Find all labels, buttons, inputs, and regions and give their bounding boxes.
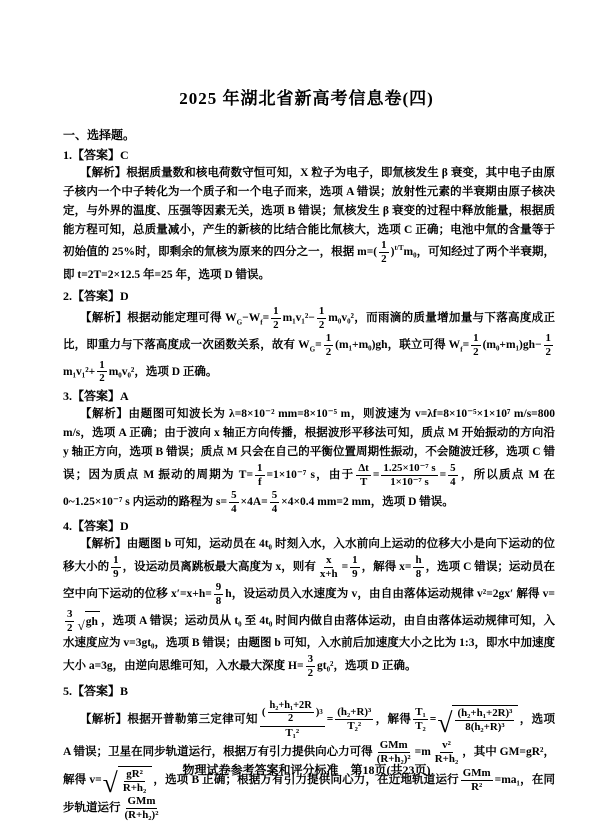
text-run: R+h₂ — [122, 782, 147, 795]
text-run: ，选项 B 正确；根据万有引力提供向心力，在近地轨道运行 — [153, 774, 459, 787]
text-run: ，选项 A 错误；运动员从 t₀ 至 4t₀ 时间内做自由落体运动，由自由落体运动规律可知，入水速度应为 v=3gt₀，选项 B 错误；由题图 b 可知，入水前后加速度大小之比为 1:3，即水中加速度大小 a=3g，由逆向思维可知，入水最大深度 H= — [63, 614, 555, 673]
fraction-numerator — [317, 305, 326, 319]
text-run: Δt — [358, 461, 369, 474]
text-run: (R+h₂)² — [124, 808, 159, 821]
text-run: 1 — [318, 305, 325, 318]
fraction-denominator — [270, 503, 279, 516]
answer-label: 【答案】 — [72, 684, 121, 699]
text-run: 9 — [113, 568, 119, 581]
fraction — [448, 462, 457, 489]
text-run: 9 — [352, 568, 358, 581]
answer-value: D — [120, 289, 129, 304]
text-run: 3 — [307, 653, 314, 666]
text-run: 3 — [67, 607, 73, 620]
superscript: t/T — [394, 244, 404, 253]
subscript: f — [260, 318, 263, 327]
answer-value: A — [120, 389, 129, 404]
fraction-numerator — [268, 700, 314, 713]
text-run: x — [326, 554, 332, 567]
subscript: f — [460, 345, 463, 354]
text-run: = — [439, 468, 447, 481]
text-run: f — [257, 475, 262, 488]
text-run: 2 — [381, 253, 387, 266]
fraction — [455, 707, 514, 734]
fraction — [268, 700, 314, 725]
text-run: m₀v₀²，而雨滴的质量增加量与下落高度成正比，即重力与下落高度成一次函数关系，故有 W — [63, 312, 556, 351]
fraction-numerator — [413, 706, 428, 720]
text-run: ，所以质点 M 在 0~1.25×10⁻⁷ s 内运动的路程为 s= — [63, 468, 556, 508]
fraction-numerator — [271, 305, 280, 319]
text-run: 8 — [415, 568, 422, 581]
text-run: T₂ — [415, 720, 426, 733]
text-run: GMm — [462, 767, 491, 780]
fraction-numerator — [378, 739, 410, 753]
text-run: = — [462, 338, 470, 351]
fraction — [123, 795, 161, 822]
text-run: T₂² — [347, 720, 362, 733]
text-run: 【解析】由题图 b 可知，运动员在 4t₀ 时刻入水，入水前向上运动的位移大小是向下运动的位移大小的 — [63, 538, 555, 574]
text-run: R+h₂ — [434, 753, 459, 766]
text-run: GMm — [127, 794, 156, 807]
text-run: 1 — [257, 461, 263, 474]
fraction-numerator — [111, 554, 120, 568]
text-run: T₁ — [415, 706, 426, 719]
fraction-denominator — [214, 595, 223, 608]
radical-sign-icon: √ — [102, 767, 118, 799]
fraction — [335, 706, 373, 733]
text-run: h — [415, 554, 422, 567]
fraction-denominator — [388, 476, 431, 489]
fraction-denominator — [324, 346, 333, 359]
text-run: 4 — [231, 502, 237, 515]
fraction-denominator — [345, 720, 363, 733]
radicand — [452, 705, 518, 734]
question-explanation — [63, 305, 555, 385]
text-run: 4 — [271, 502, 278, 515]
fraction-denominator — [358, 476, 369, 489]
text-run: gR² — [126, 768, 143, 781]
question-block — [63, 682, 555, 822]
text-run: 【解析】根据开普勒第三定律可知 — [80, 713, 258, 726]
fraction — [413, 706, 428, 733]
text-run: 8 — [215, 594, 222, 607]
text-run: (R+h₂)² — [376, 753, 411, 766]
text-run: ，选项 A 错误；卫星在同步轨道运行，根据万有引力提供向心力可得 — [63, 713, 556, 759]
text-run: h₂+h₁+2R — [269, 700, 312, 712]
question-explanation — [63, 535, 555, 680]
question-number: 3. — [63, 389, 72, 404]
fraction — [381, 462, 437, 489]
text-run: ×4×0.4 mm=2 mm，选项 D 错误。 — [281, 495, 454, 508]
fraction-numerator — [65, 608, 74, 622]
page-content — [0, 109, 613, 822]
fraction-numerator — [440, 739, 453, 753]
text-run: gh — [85, 615, 98, 628]
text-run: 2 — [318, 318, 325, 331]
page-footer: 物理试卷参考答案和评分标准 第18页(共23页) — [182, 763, 431, 777]
text-run: 1 — [545, 331, 551, 344]
text-run: v² — [442, 739, 451, 752]
fraction-denominator — [121, 782, 148, 795]
question-block — [63, 287, 555, 385]
text-run: ) — [390, 246, 395, 259]
fraction-numerator: ( $\frac{\text{h₂+h₁+2R}}{2}$ ) 3 — [260, 700, 325, 726]
text-run: x+h — [319, 568, 338, 581]
radical-sign-icon: √ — [437, 706, 453, 738]
fraction-denominator — [469, 781, 484, 794]
text-run: 5 — [271, 488, 278, 501]
text-run: = — [372, 468, 380, 481]
answer-label: 【答案】 — [72, 519, 121, 534]
fraction-denominator — [229, 503, 238, 516]
fraction — [260, 700, 325, 739]
text-run: 5 — [231, 488, 237, 501]
answer-value: D — [120, 519, 129, 534]
answer-value: C — [120, 148, 129, 162]
text-run: = — [326, 713, 334, 726]
text-run: m₁v₁²− — [282, 312, 315, 325]
text-run: ，其中 GM=gR²，解得 v= — [63, 746, 555, 787]
fraction — [306, 653, 315, 680]
text-run: 1 — [273, 305, 279, 318]
fraction-numerator — [350, 554, 359, 568]
fraction-numerator — [126, 795, 158, 809]
question-answer-line — [63, 387, 555, 405]
fraction-numerator — [324, 332, 333, 346]
fraction-denominator — [413, 720, 428, 733]
text-run: 1 — [113, 554, 119, 567]
text-run: gt₀²，选项 D 正确。 — [317, 660, 417, 673]
text-run: GMm — [379, 739, 408, 752]
question-block — [63, 146, 555, 285]
radicand — [85, 611, 100, 632]
question-number: 1. — [63, 148, 72, 162]
text-run: 1 — [352, 554, 358, 567]
question-block — [63, 517, 555, 680]
text-run: 1.25×10⁻⁷ s — [383, 461, 436, 474]
question-answer-line — [63, 146, 555, 164]
text-run: ( — [261, 706, 266, 719]
text-run: (m₁+m₀)gh，联立可得 W — [335, 338, 461, 351]
text-run: m₀，可知经过了两个半衰期，即 t=2T=2×12.5 年=25 年，选项 D 错误。 — [63, 246, 555, 282]
fraction-denominator — [471, 346, 480, 359]
fraction-numerator — [471, 332, 480, 346]
question-explanation — [63, 405, 555, 515]
question-explanation — [63, 164, 555, 285]
text-run: ，解得 — [375, 713, 412, 726]
fraction-numerator — [255, 462, 264, 476]
fraction-denominator — [379, 253, 388, 266]
question-number: 2. — [63, 289, 72, 304]
text-run: 8(h₂+R)³ — [465, 721, 505, 734]
text-run: 1 — [473, 331, 479, 344]
fraction-denominator — [350, 568, 359, 581]
text-run: 2 — [473, 345, 479, 358]
text-run: −W — [242, 312, 261, 325]
fraction-denominator — [123, 809, 161, 822]
text-run: 2 — [67, 621, 73, 634]
text-run: = — [262, 312, 270, 325]
fraction-denominator — [414, 568, 423, 581]
sqrt-expression — [77, 611, 99, 632]
text-run: =1×10⁻⁷ s，由于 — [266, 468, 355, 481]
text-run: 9 — [215, 580, 222, 593]
fraction — [324, 332, 333, 359]
question-number: 5. — [63, 684, 72, 699]
text-run: 1×10⁻⁷ s — [390, 475, 429, 488]
fraction — [471, 332, 480, 359]
text-run: R² — [471, 781, 483, 794]
text-run: =m — [414, 746, 431, 759]
fraction — [97, 359, 106, 386]
fraction-numerator — [229, 489, 238, 503]
text-run: (m₀+m₁)gh− — [482, 338, 542, 351]
question-block — [63, 387, 555, 515]
fraction-numerator — [97, 359, 106, 373]
fraction-denominator — [256, 476, 264, 489]
question-answer-line — [63, 682, 555, 700]
text-run: m₀v₀²，选项 D 正确。 — [108, 365, 218, 378]
section-heading: 一、选择题。 — [63, 128, 136, 142]
fraction — [255, 462, 264, 489]
text-run: 【解析】根据动能定理可得 W — [80, 312, 237, 325]
sqrt-expression — [437, 705, 518, 738]
fraction-denominator — [65, 622, 74, 635]
fraction-denominator — [111, 568, 120, 581]
text-run: ) — [315, 706, 320, 719]
question-answer-line — [63, 287, 555, 305]
fraction — [270, 489, 279, 516]
text-run: 5 — [450, 461, 456, 474]
fraction-denominator — [306, 667, 315, 680]
fraction — [214, 581, 223, 608]
text-run: h，设运动员入水速度为 v，由自由落体运动规律 v²=2gx′ 解得 v= — [225, 588, 555, 600]
text-run: 1 — [99, 358, 105, 371]
fraction-numerator — [544, 332, 553, 346]
question-number: 4. — [63, 519, 72, 534]
text-run: = — [315, 338, 322, 351]
fraction — [65, 608, 74, 635]
fraction-denominator — [283, 727, 301, 740]
questions-list — [63, 146, 555, 822]
text-run: 2 — [288, 713, 294, 725]
fraction-numerator — [381, 462, 437, 476]
fraction — [318, 554, 340, 581]
answer-label: 【答案】 — [72, 289, 121, 304]
text-run: 【解析】由题图可知波长为 λ=8×10⁻² mm=8×10⁻⁵ m，则波速为 v=λf=8×10⁻⁵×1×10⁷ m/s=800 m/s，选项 A 正确；由于波向 x 轴正方向传播，根据波形平移法可知，质点 M 开始振动的方向沿 y 轴正方向，选项 B 错误；质点 M 只会在自己的平衡位置周期性振动，不会随波迁移，选项 C 错误；因为质点 M 振动的周期为 T= — [63, 408, 555, 481]
text-run: = — [429, 713, 437, 726]
text-run: 【解析】根据质量数和核电荷数守恒可知，X 粒子为电子，即氚核发生 β 衰变，其中电子由原子核内一个中子转化为一个质子和一个电子而来，选项 A 错误；放射性元素的半衰期由原子核决定，与外界的温度、压强等因素无关，选项 B 错误；氚核发生 β 衰变的过程中释放能量，根据质能方程可知，总质量减小，产生的新核的比结合能比氚核大，选项 C 正确；电池中氚的含量等于初始值的 25%时，即剩余的氚核为原来的四分之一，根据 m=( — [63, 167, 555, 259]
text-run: 2 — [273, 318, 279, 331]
fraction-numerator — [413, 554, 423, 568]
fraction-denominator — [463, 721, 506, 734]
text-run: (h₂+h₁+2R)³ — [457, 707, 513, 720]
page-title: 2025 年湖北省新高考信息卷(四) — [179, 89, 434, 108]
fraction-numerator — [306, 653, 315, 667]
text-run: = — [341, 561, 349, 574]
fraction — [317, 305, 326, 332]
fraction-numerator — [379, 239, 388, 253]
fraction — [111, 554, 120, 581]
fraction-numerator — [324, 554, 333, 568]
fraction-denominator — [286, 713, 295, 725]
text-run: 2 — [325, 345, 332, 358]
answer-label: 【答案】 — [72, 148, 121, 162]
fraction-denominator — [544, 346, 553, 359]
text-run: m₁v₁²+ — [63, 365, 96, 378]
subscript: G — [309, 345, 316, 354]
text-run: ，设运动员离跳板最大高度为 x，则有 — [122, 561, 316, 574]
fraction — [379, 239, 388, 266]
fraction — [229, 489, 238, 516]
fraction — [544, 332, 553, 359]
text-run: 4 — [450, 475, 456, 488]
fraction-numerator — [335, 706, 373, 720]
answer-value: B — [120, 684, 129, 699]
text-run: ，选项 C 错误；运动员在空中向下运动的位移 x′=x+h= — [63, 561, 556, 600]
answer-label: 【答案】 — [72, 389, 121, 404]
fraction-numerator — [356, 462, 370, 476]
text-run: 2 — [545, 345, 551, 358]
text-run: 2 — [307, 667, 314, 680]
fraction — [271, 305, 280, 332]
fraction-numerator — [214, 581, 223, 595]
fraction — [356, 462, 370, 489]
fraction — [350, 554, 359, 581]
text-run: 2 — [99, 372, 105, 385]
radical-sign-icon: √ — [77, 617, 85, 633]
question-answer-line — [63, 517, 555, 535]
fraction-denominator — [271, 319, 280, 332]
fraction-denominator — [317, 319, 326, 332]
fraction-denominator — [97, 372, 106, 385]
text-run: ，解得 x= — [361, 561, 412, 574]
fraction-numerator — [455, 707, 514, 721]
text-run: 1 — [325, 331, 332, 344]
fraction-denominator — [318, 568, 340, 581]
text-run: 1 — [381, 239, 387, 252]
text-run: ×4A= — [240, 495, 268, 508]
text-run: T — [359, 475, 368, 488]
fraction-numerator — [270, 489, 279, 503]
text-run: T₁² — [285, 726, 300, 739]
fraction-denominator — [448, 476, 457, 489]
text-run: (h₂+R)³ — [337, 706, 372, 719]
subscript: G — [236, 318, 243, 327]
text-run: =ma₁，在同步轨道运行 — [63, 774, 555, 814]
fraction-numerator — [448, 462, 457, 476]
fraction — [413, 554, 423, 581]
